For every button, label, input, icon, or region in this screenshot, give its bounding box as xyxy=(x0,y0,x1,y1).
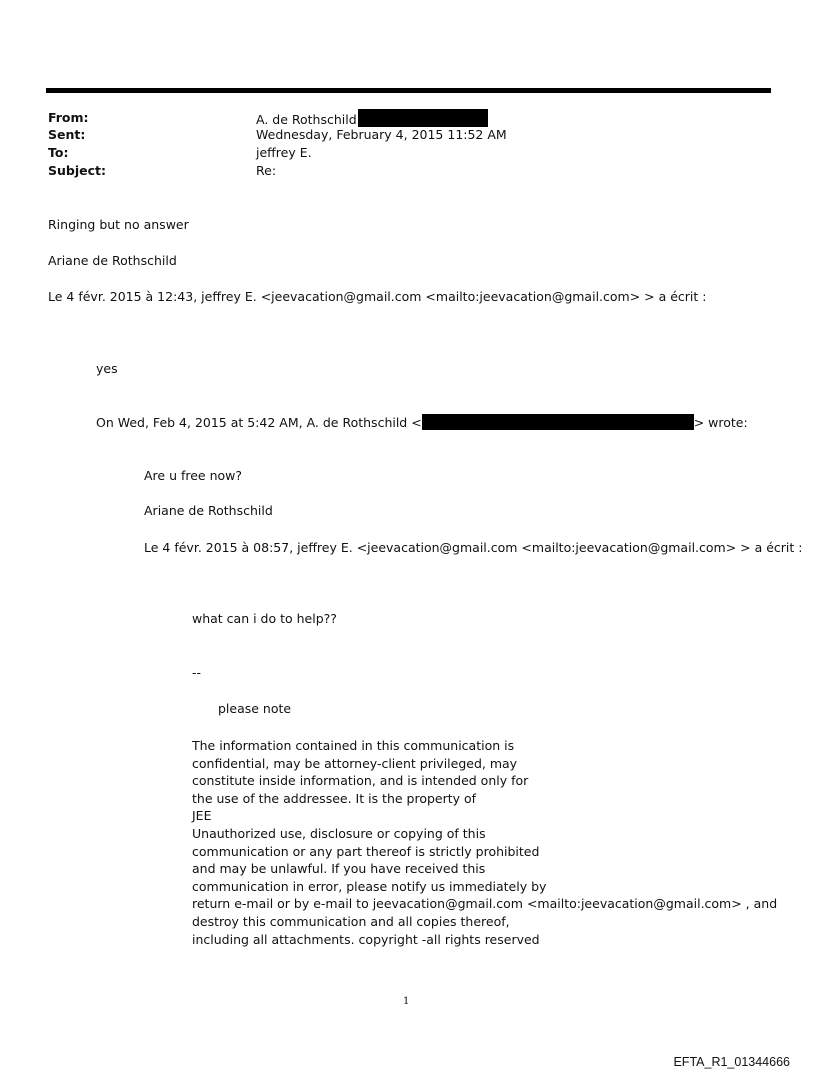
quote-intro: On Wed, Feb 4, 2015 at 5:42 AM, A. de Rothschild < > wrote: xyxy=(96,415,748,430)
reply-text: yes xyxy=(96,361,118,376)
sent-label: Sent: xyxy=(48,127,86,142)
to-label: To: xyxy=(48,145,69,160)
please-note: please note xyxy=(218,701,292,716)
signature: Ariane de Rothschild xyxy=(144,503,273,518)
redaction-block xyxy=(422,414,694,430)
disclaimer-line: communication in error, please notify us immediately by xyxy=(192,878,547,894)
subject-value: Re: xyxy=(256,163,277,178)
signature-separator: -- xyxy=(192,665,202,680)
disclaimer-line: destroy this communication and all copies thereof, xyxy=(192,913,510,929)
disclaimer-line: the use of the addressee. It is the property of xyxy=(192,790,477,806)
disclaimer-line: and may be unlawful. If you have received this xyxy=(192,861,486,877)
redaction-block xyxy=(358,109,488,127)
quote-intro: Le 4 févr. 2015 à 08:57, jeffrey E. <jeevacation@gmail.com <mailto:jeevacation@gmail.com> > a écrit : xyxy=(144,540,803,555)
question-text: Are u free now? xyxy=(144,468,243,483)
signature: Ariane de Rothschild xyxy=(48,253,177,268)
disclaimer-line: JEE xyxy=(192,808,212,824)
document-id: EFTA_R1_01344666 xyxy=(673,1055,790,1069)
from-label: From: xyxy=(48,110,89,125)
disclaimer-line: constitute inside information, and is intended only for xyxy=(192,773,529,789)
quote-intro: Le 4 févr. 2015 à 12:43, jeffrey E. <jeevacation@gmail.com <mailto:jeevacation@gmail.com> > a écrit : xyxy=(48,289,707,304)
disclaimer-line: including all attachments. copyright -all rights reserved xyxy=(192,931,540,947)
from-value: A. de Rothschild xyxy=(256,109,488,129)
disclaimer-line: communication or any part thereof is strictly prohibited xyxy=(192,843,540,859)
header-rule xyxy=(46,88,771,93)
disclaimer-line: return e-mail or by e-mail to jeevacation@gmail.com <mailto:jeevacation@gmail.com> , and xyxy=(192,896,778,912)
subject-label: Subject: xyxy=(48,163,106,178)
page-number: 1 xyxy=(403,996,410,1007)
disclaimer-line: Unauthorized use, disclosure or copying of this xyxy=(192,825,486,841)
help-text: what can i do to help?? xyxy=(192,611,337,626)
body-line-ringing: Ringing but no answer xyxy=(48,217,189,232)
disclaimer-line: The information contained in this communication is xyxy=(192,738,515,753)
to-value: jeffrey E. xyxy=(256,145,312,160)
disclaimer xyxy=(192,737,777,948)
disclaimer-line: confidential, may be attorney-client privileged, may xyxy=(192,755,518,771)
sent-value: Wednesday, February 4, 2015 11:52 AM xyxy=(256,127,507,142)
